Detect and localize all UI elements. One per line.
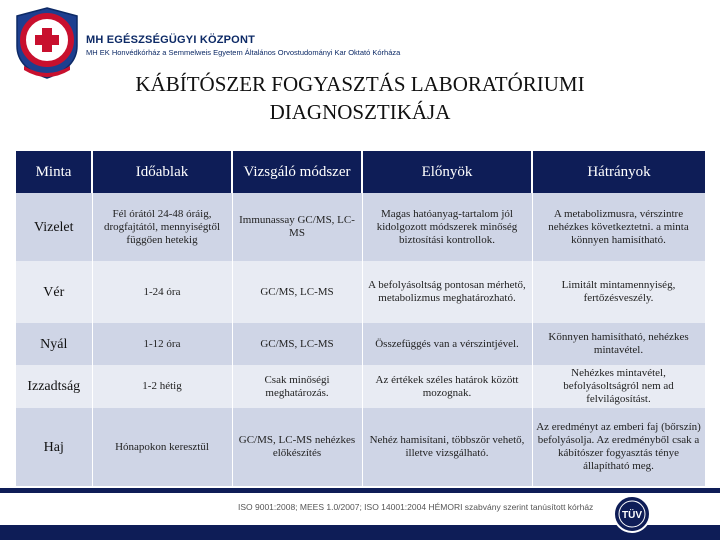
cell-method: GC/MS, LC-MS nehézkes előkészítés xyxy=(232,408,362,486)
tuv-label: TÜV xyxy=(622,510,642,521)
cell-sample: Nyál xyxy=(16,323,92,365)
cell-time-window: Hónapokon keresztül xyxy=(92,408,232,486)
table-row xyxy=(16,408,705,486)
header-minta: Minta xyxy=(16,151,92,193)
org-name: MH EGÉSZSÉGÜGYI KÖZPONT xyxy=(86,34,256,46)
cell-time-window: 1-24 óra xyxy=(92,261,232,323)
cell-advantages: Az értékek széles határok között mozognak. xyxy=(362,365,532,408)
cell-method: GC/MS, LC-MS xyxy=(232,261,362,323)
slide-title xyxy=(0,70,720,126)
organization-header xyxy=(86,34,400,57)
certification-text: ISO 9001:2008; MEES 1.0/2007; ISO 14001:2004 HÉMORI szabvány szerint tanúsított kórház xyxy=(238,502,594,512)
cell-time-window: Fél órától 24-48 óráig, drogfajtától, mennyiségtől függően hetekig xyxy=(92,193,232,261)
title-line-1: KÁBÍTÓSZER FOGYASZTÁS LABORATÓRIUMI xyxy=(135,72,585,96)
header-elonyok: Előnyök xyxy=(362,151,532,193)
table-row xyxy=(16,193,705,261)
cell-disadvantages: Limitált mintamennyiség, fertőzésveszély. xyxy=(532,261,705,323)
cell-advantages: Nehéz hamisítani, többször vehető, illetve vizsgálható. xyxy=(362,408,532,486)
cell-sample: Vér xyxy=(16,261,92,323)
header-hatranyok: Hátrányok xyxy=(532,151,705,193)
header-vizsgalo-modszer: Vizsgáló módszer xyxy=(232,151,362,193)
cell-advantages: Összefüggés van a vérszintjével. xyxy=(362,323,532,365)
cell-disadvantages: A metabolizmusra, vérszintre nehézkes következtetni. a minta könnyen hamisítható. xyxy=(532,193,705,261)
hospital-logo xyxy=(14,6,80,80)
cell-time-window: 1-2 hétig xyxy=(92,365,232,408)
header-idoablak: Időablak xyxy=(92,151,232,193)
cell-disadvantages: Könnyen hamisítható, nehézkes mintavétel. xyxy=(532,323,705,365)
cell-sample: Izzadtság xyxy=(16,365,92,408)
table-row xyxy=(16,323,705,365)
cell-advantages: A befolyásoltság pontosan mérhető, metabolizmus meghatározható. xyxy=(362,261,532,323)
table-header-row xyxy=(16,151,705,193)
cell-advantages: Magas hatóanyag-tartalom jól kidolgozott módszerek minőség biztosítási kontrollok. xyxy=(362,193,532,261)
cell-sample: Vizelet xyxy=(16,193,92,261)
cell-method: Csak minőségi meghatározás. xyxy=(232,365,362,408)
table-row xyxy=(16,261,705,323)
diagnostics-table xyxy=(16,151,706,486)
cell-disadvantages: Az eredményt az emberi faj (bőrszín) befolyásolja. Az eredményből csak a kábítószer fogyasztás ténye állapítható meg. xyxy=(532,408,705,486)
cell-disadvantages: Nehézkes mintavétel, befolyásoltságról nem ad felvilágosítást. xyxy=(532,365,705,408)
org-subtitle: MH EK Honvédkórház a Semmelweis Egyetem Általános Orvostudományi Kar Oktató Kórháza xyxy=(86,48,401,57)
tuv-certification-icon xyxy=(612,494,652,534)
cell-method: GC/MS, LC-MS xyxy=(232,323,362,365)
cell-method: Immunassay GC/MS, LC-MS xyxy=(232,193,362,261)
cell-sample: Haj xyxy=(16,408,92,486)
table-row xyxy=(16,365,705,408)
title-line-2: DIAGNOSZTIKÁJA xyxy=(269,100,451,124)
cell-time-window: 1-12 óra xyxy=(92,323,232,365)
